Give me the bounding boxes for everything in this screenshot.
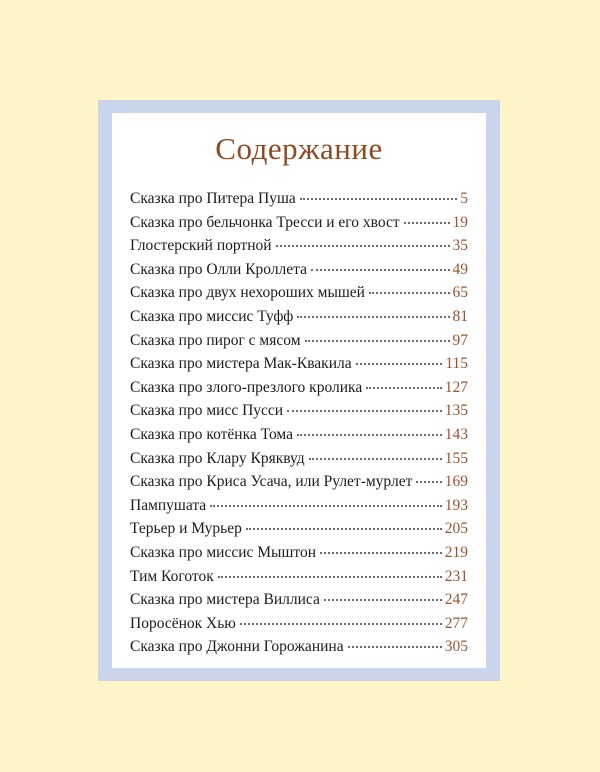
entry-page-number: 135 bbox=[444, 402, 468, 420]
dot-leader bbox=[320, 551, 442, 554]
entry-page-number: 97 bbox=[452, 331, 468, 349]
entry-title: Сказка про миссис Мыштон bbox=[130, 543, 317, 561]
dot-leader bbox=[366, 386, 442, 389]
entry-title: Сказка про пирог с мясом bbox=[130, 331, 301, 349]
dot-leader bbox=[324, 598, 442, 601]
entry-title: Сказка про бельчонка Тресси и его хвост bbox=[130, 213, 400, 231]
contents-entry bbox=[130, 261, 468, 285]
contents-entry bbox=[130, 520, 468, 544]
dot-leader bbox=[300, 197, 457, 200]
dot-leader bbox=[309, 457, 442, 460]
dot-leader bbox=[305, 339, 450, 342]
dot-leader bbox=[276, 244, 450, 247]
entry-page-number: 231 bbox=[444, 567, 468, 585]
contents-entry bbox=[130, 379, 468, 403]
entry-title: Тим Коготок bbox=[130, 567, 214, 585]
entry-title: Глостерский портной bbox=[130, 237, 272, 255]
entry-page-number: 247 bbox=[444, 591, 468, 609]
contents-entry bbox=[130, 426, 468, 450]
entry-page-number: 127 bbox=[444, 378, 468, 396]
entry-page-number: 193 bbox=[444, 496, 468, 514]
contents-entry bbox=[130, 402, 468, 426]
entry-page-number: 205 bbox=[444, 520, 468, 538]
entry-title: Терьер и Мурьер bbox=[130, 520, 242, 538]
entry-page-number: 305 bbox=[444, 638, 468, 656]
entry-page-number: 81 bbox=[452, 307, 468, 325]
entry-page-number: 115 bbox=[445, 355, 468, 373]
contents-entry bbox=[130, 284, 468, 308]
entry-title: Сказка про миссис Туфф bbox=[130, 307, 294, 325]
contents-entry bbox=[130, 332, 468, 356]
contents-entry bbox=[130, 450, 468, 474]
entry-page-number: 143 bbox=[444, 425, 468, 443]
entry-title: Сказка про Криса Усача, или Рулет-мурлет bbox=[130, 473, 413, 491]
contents-entry bbox=[130, 308, 468, 332]
entry-page-number: 169 bbox=[444, 473, 468, 491]
dot-leader bbox=[404, 221, 450, 224]
dot-leader bbox=[218, 575, 442, 578]
entry-title: Сказка про Клару Кряквуд bbox=[130, 449, 305, 467]
entry-title: Сказка про Джонни Горожанина bbox=[130, 638, 344, 656]
entry-title: Сказка про Питера Пуша bbox=[130, 190, 296, 207]
entry-title: Сказка про мистера Мак-Квакила bbox=[130, 355, 352, 373]
contents-entry bbox=[130, 591, 468, 615]
dot-leader bbox=[348, 645, 442, 648]
dot-leader bbox=[356, 362, 443, 365]
contents-entry bbox=[130, 355, 468, 379]
entry-title: Сказка про мистера Виллиса bbox=[130, 591, 320, 609]
contents-entry bbox=[130, 473, 468, 497]
entry-title: Сказка про злого-презлого кролика bbox=[130, 378, 363, 396]
dot-leader bbox=[297, 433, 442, 436]
dot-leader bbox=[287, 409, 442, 412]
dot-leader bbox=[311, 268, 449, 271]
contents-entry bbox=[130, 497, 468, 521]
dot-leader bbox=[210, 504, 442, 507]
entry-page-number: 155 bbox=[444, 449, 468, 467]
dot-leader bbox=[369, 291, 450, 294]
contents-entry bbox=[130, 190, 468, 214]
entry-title: Сказка про мисс Пусси bbox=[130, 402, 284, 420]
entry-page-number: 19 bbox=[452, 213, 468, 231]
contents-entry bbox=[130, 615, 468, 639]
contents-entry bbox=[130, 237, 468, 261]
contents-card bbox=[112, 113, 486, 668]
entry-page-number: 219 bbox=[444, 543, 468, 561]
entry-title: Сказка про Олли Кроллета bbox=[130, 260, 308, 278]
entry-page-number: 35 bbox=[452, 237, 468, 255]
entry-title: Пампушата bbox=[130, 496, 207, 514]
contents-list bbox=[130, 190, 468, 662]
contents-entry bbox=[130, 544, 468, 568]
entry-title: Сказка про двух нехороших мышей bbox=[130, 284, 365, 302]
entry-page-number: 49 bbox=[452, 260, 468, 278]
dot-leader bbox=[297, 315, 449, 318]
entry-page-number: 277 bbox=[444, 614, 468, 632]
entry-title: Сказка про котёнка Тома bbox=[130, 425, 293, 443]
contents-entry bbox=[130, 214, 468, 238]
dot-leader bbox=[246, 527, 442, 530]
dot-leader bbox=[240, 622, 442, 625]
contents-entry bbox=[130, 568, 468, 592]
dot-leader bbox=[416, 480, 441, 483]
entry-title: Поросёнок Хью bbox=[130, 614, 236, 632]
entry-page-number: 65 bbox=[452, 284, 468, 302]
contents-entry bbox=[130, 638, 468, 662]
entry-page-number: 5 bbox=[460, 190, 468, 207]
contents-title: Содержание bbox=[215, 131, 383, 166]
